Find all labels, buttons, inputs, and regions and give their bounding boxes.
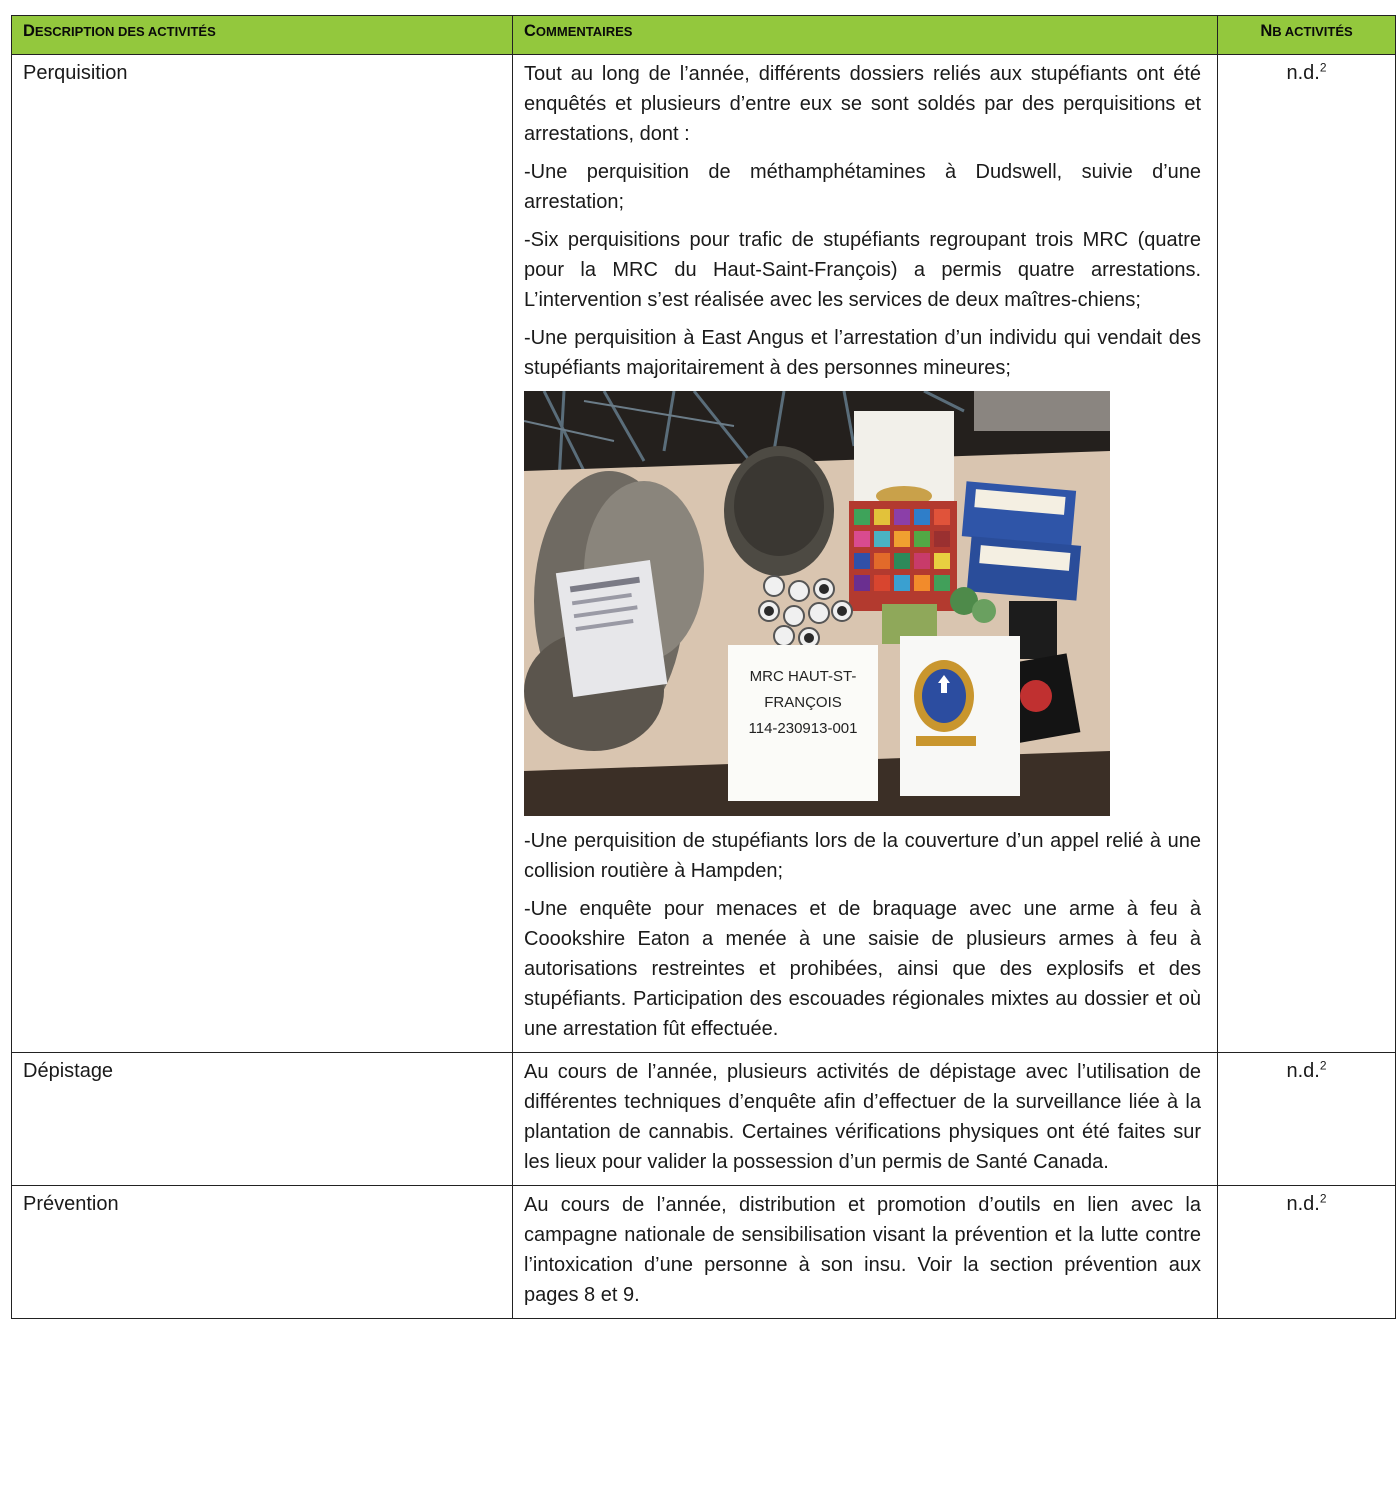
- photo-sign-line3: 114-230913-001: [748, 720, 858, 737]
- row-description: Dépistage: [12, 1053, 513, 1186]
- activities-table: [11, 15, 1396, 1319]
- row-description: Perquisition: [12, 55, 513, 1053]
- row-comments: [513, 55, 1218, 1053]
- table-row-perquisition: [12, 55, 1396, 1053]
- row-comments: [513, 1186, 1218, 1319]
- table-row-prevention: [12, 1186, 1396, 1319]
- header-comments: COMMENTAIRES: [513, 16, 1218, 55]
- header-description: DESCRIPTION DES ACTIVITÉS: [12, 16, 513, 55]
- comment-paragraph: Tout au long de l’année, différents dossiers reliés aux stupéfiants ont été enquêtés et plusieurs d’entre eux se sont soldés par des perquisitions et arrestations, dont :: [524, 63, 1201, 145]
- seizure-photo: [524, 391, 1110, 816]
- comment-paragraph: Au cours de l’année, distribution et promotion d’outils en lien avec la campagne nationale de sensibilisation visant la prévention et la lutte contre l’intoxication d’une personne à son insu. Voir la section prévention aux pages 8 et 9.: [524, 1194, 1201, 1306]
- header-count: NB ACTIVITÉS: [1218, 16, 1396, 55]
- table-header-row: [12, 16, 1396, 55]
- table-row-depistage: [12, 1053, 1396, 1186]
- comment-paragraph: -Une perquisition de stupéfiants lors de la couverture d’un appel relié à une collision routière à Hampden;: [524, 830, 1201, 882]
- comment-paragraph: -Une perquisition à East Angus et l’arrestation d’un individu qui vendait des stupéfiants majoritairement à des personnes mineures;: [524, 327, 1201, 379]
- photo-sign-line1: MRC HAUT-ST-: [749, 668, 857, 685]
- row-count: n.d.$^2$: [1218, 1053, 1396, 1186]
- row-count: n.d.$^2$: [1218, 55, 1396, 1053]
- comment-paragraph: -Une perquisition de méthamphétamines à Dudswell, suivie d’une arrestation;: [524, 161, 1201, 213]
- photo-sign-line2: FRANÇOIS: [764, 694, 842, 711]
- comment-paragraph: -Une enquête pour menaces et de braquage avec une arme à feu à Coookshire Eaton a menée à une saisie de plusieurs armes à feu à autorisations restreintes et prohibées, ainsi que des explosifs et des stupéfiants. Participation des escouades régionales mixtes au dossier et où une arrestation fût effectuée.: [524, 898, 1201, 1040]
- row-comments: [513, 1053, 1218, 1186]
- row-description: Prévention: [12, 1186, 513, 1319]
- row-count: n.d.$^2$: [1218, 1186, 1396, 1319]
- comment-paragraph: -Six perquisitions pour trafic de stupéfiants regroupant trois MRC (quatre pour la MRC du Haut-Saint-François) a permis quatre arrestations. L’intervention s’est réalisée avec les services de deux maîtres-chiens;: [524, 229, 1201, 311]
- seizure-photo-illustration: [524, 391, 1110, 816]
- comment-paragraph: Au cours de l’année, plusieurs activités de dépistage avec l’utilisation de différentes techniques d’enquête afin d’effectuer de la surveillance liée à la plantation de cannabis. Certaines vérifications physiques ont été faites sur les lieux pour valider la possession d’un permis de Santé Canada.: [524, 1061, 1201, 1173]
